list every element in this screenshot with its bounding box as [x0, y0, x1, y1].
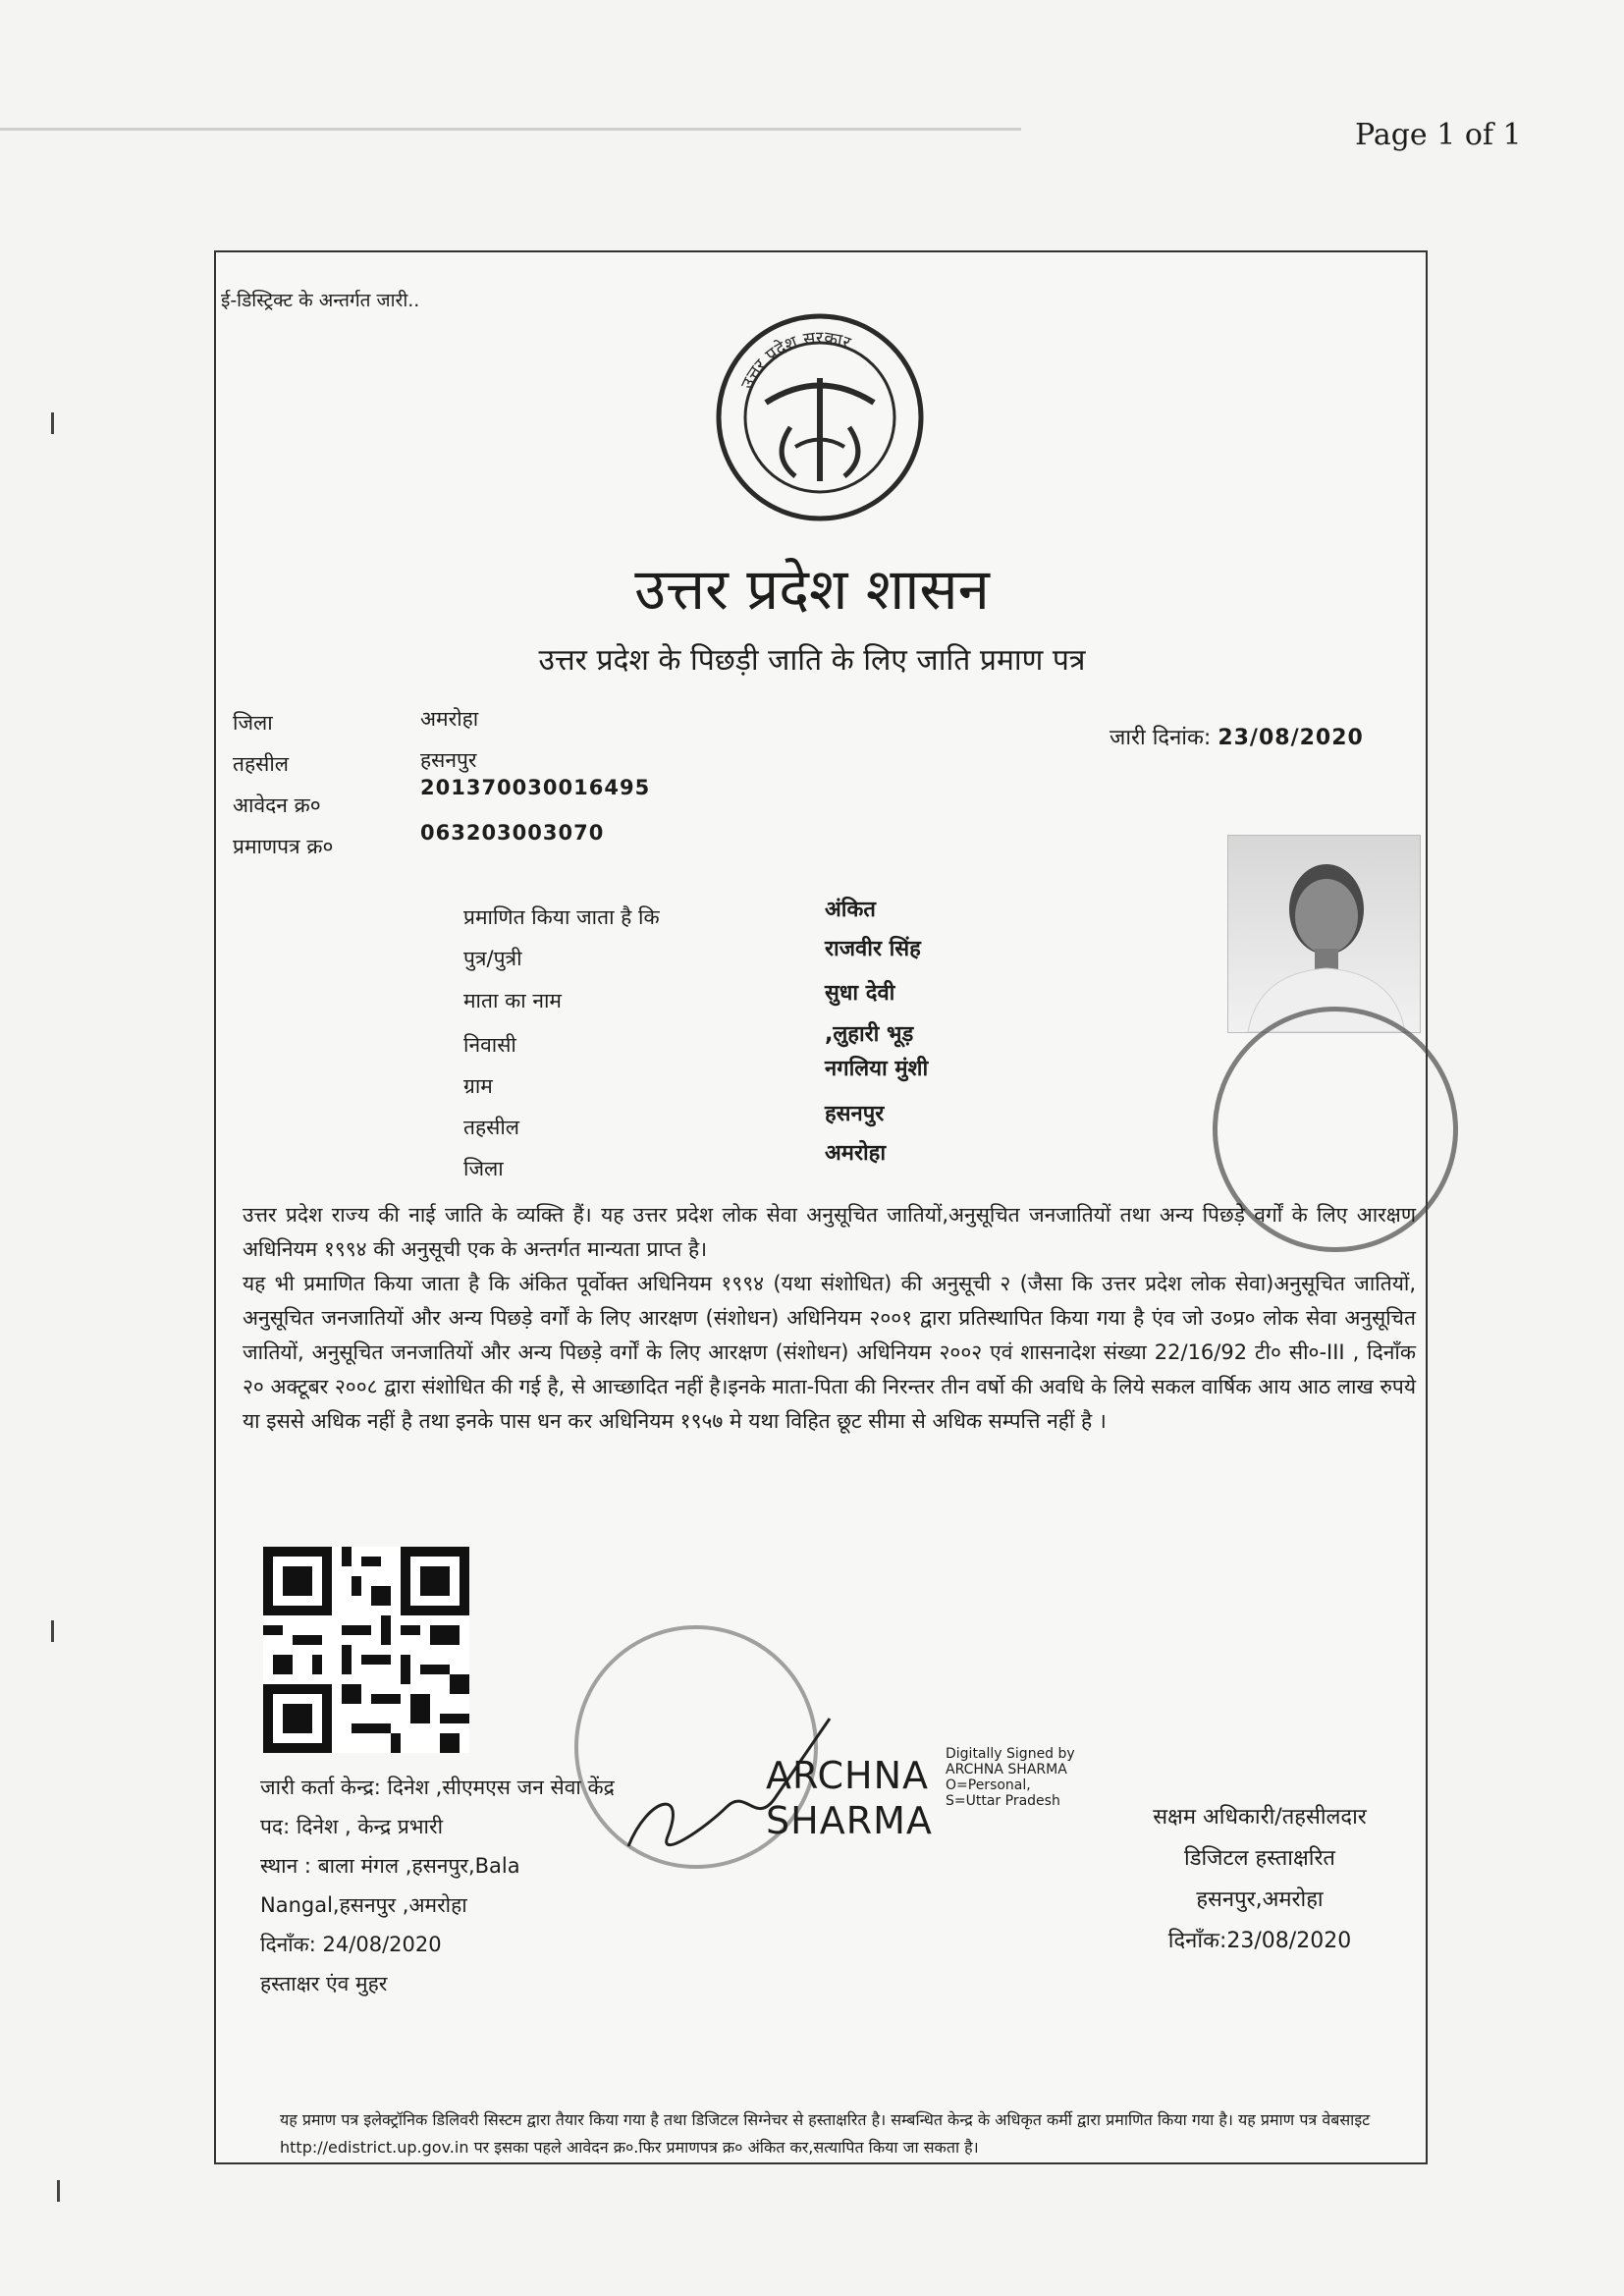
authority-line: हसनपुर,अमरोहा	[1196, 1887, 1324, 1912]
issuing-centre-line: स्थान : बाला मंगल ,हसनपुर,Bala	[260, 1854, 520, 1878]
body-paragraph: उत्तर प्रदेश राज्य की नाई जाति के व्यक्ति हैं। यह उत्तर प्रदेश लोक सेवा अनुसूचित जातियों,अनुसूचित जनजातियों तथा अन्य पिछड़े वर्गों के लिए आरक्षण अधिनियम १९९४ की अनुसूची एक के अन्तर्गत मान्यता प्राप्त है।	[243, 1203, 1416, 1261]
scan-artifact-line	[0, 128, 1021, 131]
qr-code-icon	[263, 1547, 469, 1753]
person-district-value: अमरोहा	[825, 1141, 887, 1166]
issue-date	[1110, 722, 1364, 751]
footer-note: यह प्रमाण पत्र इलेक्ट्रॉनिक डिलिवरी सिस्टम द्वारा तैयार किया गया है तथा डिजिटल सिग्नेचर से हस्ताक्षरित है। सम्बन्धित केन्द्र के अधिकृत कर्मी द्वारा प्रमाणित किया गया है। यह प्रमाण पत्र वेबसाइट http://edistrict.up.gov.in पर इसका पहले आवेदन क्र०.फिर प्रमाणपत्र क्र० अंकित कर,सत्यापित किया जा सकता है।	[280, 2110, 1371, 2157]
signatory-last-name: SHARMA	[766, 1799, 933, 1842]
signature-meta-line: ARCHNA SHARMA	[946, 1762, 1067, 1777]
issuing-centre-line: दिनाँक: 24/08/2020	[260, 1933, 442, 1956]
signature-meta-line: S=Uttar Pradesh	[946, 1793, 1060, 1809]
signature-meta-line: O=Personal,	[946, 1777, 1031, 1793]
tehsil-value: हसनपुर	[420, 748, 477, 772]
application-no-value: 201370030016495	[420, 776, 651, 799]
application-no-label: आवेदन क्र०	[233, 793, 321, 817]
district-label: जिला	[233, 711, 273, 735]
father-name: राजवीर सिंह	[825, 937, 921, 961]
signatory-first-name: ARCHNA	[766, 1754, 930, 1797]
signatory-name	[766, 1753, 933, 1843]
certificate-no-value: 063203003070	[420, 821, 605, 845]
village-value: नगलिया मुंशी	[825, 1057, 929, 1081]
district-value: अमरोहा	[420, 707, 479, 731]
certificate-title: उत्तर प्रदेश के पिछड़ी जाति के लिए जाति प्रमाण पत्र	[538, 643, 1086, 678]
resident-value: ,लुहारी भूड़	[825, 1022, 914, 1047]
issuing-centre-line: हस्ताक्षर एंव मुहर	[260, 1972, 388, 1995]
emblem-text: उत्तर प्रदेश सरकार	[736, 327, 853, 393]
authority-line: डिजिटल हस्ताक्षरित	[1184, 1846, 1335, 1871]
competent-authority-block	[1112, 1797, 1407, 1962]
scan-margin-mark	[51, 412, 54, 434]
person-tehsil-value: हसनपुर	[825, 1102, 885, 1126]
issuing-centre-line: Nangal,हसनपुर ,अमरोहा	[260, 1893, 467, 1917]
certify-label: प्रमाणित किया जाता है कि	[463, 905, 660, 929]
issue-date-value: 23/08/2020	[1218, 726, 1364, 750]
mother-name: सुधा देवी	[825, 981, 895, 1006]
page-label: Page 1 of 1	[1355, 118, 1522, 152]
government-title: उत्तर प्रदेश शासन	[634, 556, 990, 623]
digital-signature-meta	[946, 1746, 1075, 1809]
father-label: पुत्र/पुत्री	[463, 947, 522, 970]
mother-label: माता का नाम	[463, 989, 562, 1012]
issuing-centre-line: पद: दिनेश , केन्द्र प्रभारी	[260, 1815, 444, 1838]
resident-label: निवासी	[463, 1033, 516, 1057]
scan-margin-mark	[51, 1620, 54, 1642]
authority-date: दिनाँक:23/08/2020	[1167, 1929, 1352, 1953]
signature-meta-line: Digitally Signed by	[946, 1746, 1075, 1762]
tehsil-label: तहसील	[233, 752, 289, 776]
scan-margin-mark	[57, 2180, 60, 2202]
person-photo-icon	[1228, 836, 1420, 1032]
certificate-body	[243, 1198, 1416, 1439]
authority-line: सक्षम अधिकारी/तहसीलदार	[1153, 1805, 1367, 1830]
issued-under-text: ई-डिस्ट्रिक्ट के अन्तर्गत जारी..	[221, 290, 420, 311]
issuing-centre-block	[260, 1768, 615, 2003]
person-tehsil-label: तहसील	[463, 1116, 519, 1139]
certificate-no-label: प्रमाणपत्र क्र०	[233, 835, 334, 858]
person-district-label: जिला	[463, 1157, 504, 1180]
body-paragraph: यह भी प्रमाणित किया जाता है कि अंकित पूर्वोक्त अधिनियम १९९४ (यथा संशोधित) की अनुसूची २ (जैसा कि उत्तर प्रदेश लोक सेवा)अनुसूचित जातियों, अनुसूचित जनजातियों और अन्य पिछड़े वर्गों के लिए आरक्षण (संशोधन) अधिनियम २००१ द्वारा प्रतिस्थापित किया गया है एंव जो उ०प्र० लोक सेवा अनुसूचित जातियों, अनुसूचित जनजातियों और अन्य पिछड़े वर्गों के लिए आरक्षण (संशोधन) अधिनियम २००२ एवं शासनादेश संख्या 22/16/92 टी० सी०-III , दिनाँक २० अक्टूबर २००८ द्वारा संशोधित की गई है, से आच्छादित नहीं है।इनके माता-पिता की निरन्तर तीन वर्षो की अवधि के लिये सकल वार्षिक आय आठ लाख रुपये या इससे अधिक नहीं है तथा इनके पास धन कर अधिनियम १९५७ मे यथा विहित छूट सीमा से अधिक सम्पत्ति नहीं है ।	[243, 1272, 1416, 1433]
village-label: ग्राम	[463, 1074, 493, 1098]
uttar-pradesh-emblem-icon	[712, 309, 928, 525]
issuing-centre-line: जारी कर्ता केन्द्र: दिनेश ,सीएमएस जन सेवा केंद्र	[260, 1776, 615, 1799]
applicant-photo	[1227, 835, 1421, 1033]
issue-date-label: जारी दिनांक:	[1110, 726, 1212, 750]
applicant-name: अंकित	[825, 898, 876, 922]
